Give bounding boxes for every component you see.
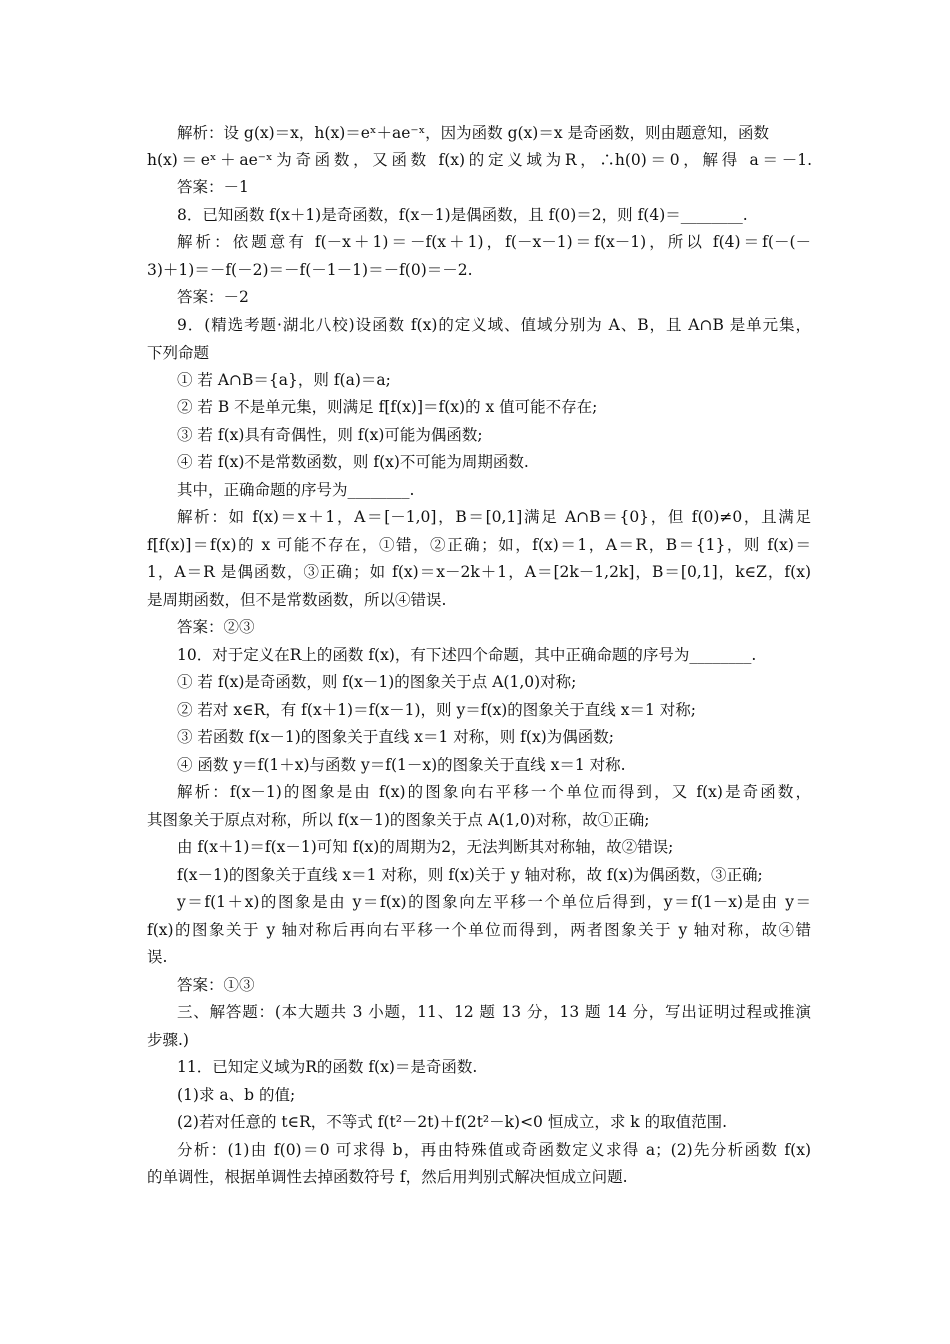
text-line: ② 若 B 不是单元集，则满足 f[f(x)]＝f(x)的 x 值可能不存在; xyxy=(177,398,598,416)
text-line: ③ 若函数 f(x－1)的图象关于直线 x＝1 对称，则 f(x)为偶函数; xyxy=(177,728,614,746)
text-line: ④ 若 f(x)不是常数函数，则 f(x)不可能为周期函数. xyxy=(177,453,529,471)
text-line: 9．(精选考题·湖北八校)设函数 f(x)的定义域、值域分别为 A、B，且 A∩B 是单元集， xyxy=(177,316,811,334)
text-line: 11．已知定义域为R的函数 f(x)＝是奇函数. xyxy=(177,1058,478,1076)
text-line: 下列命题 xyxy=(147,344,210,362)
text-line: ③ 若 f(x)具有奇偶性，则 f(x)可能为偶函数; xyxy=(177,426,483,444)
text-line: 解析：设 g(x)＝x，h(x)＝eˣ＋ae⁻ˣ，因为函数 g(x)＝x 是奇函数，则由题意知，函数 xyxy=(177,124,770,142)
text-line: y＝f(1＋x)的图象是由 y＝f(x)的图象向左平移一个单位后得到，y＝f(1－x)是由 y＝ xyxy=(177,893,811,911)
text-line: 三、解答题：(本大题共 3 小题，11、12 题 13 分，13 题 14 分，写出证明过程或推演 xyxy=(177,1003,811,1021)
text-line: (2)若对任意的 t∈R，不等式 f(t²－2t)＋f(2t²－k)<0 恒成立，求 k 的取值范围. xyxy=(177,1113,728,1131)
text-line: 由 f(x＋1)＝f(x－1)可知 f(x)的周期为2，无法判断其对称轴，故②错误; xyxy=(177,838,674,856)
text-line: f(x)的图象关于 y 轴对称后再向右平移一个单位而得到，两者图象关于 y 轴对称，故④错 xyxy=(147,921,811,939)
text-line: 8．已知函数 f(x＋1)是奇函数，f(x－1)是偶函数，且 f(0)＝2，则 f(4)＝________. xyxy=(177,206,748,224)
text-line: 10．对于定义在R上的函数 f(x)，有下述四个命题，其中正确命题的序号为________. xyxy=(177,646,757,664)
text-line: 步骤.) xyxy=(147,1031,189,1049)
text-line: 其图象关于原点对称，所以 f(x－1)的图象关于点 A(1,0)对称，故①正确; xyxy=(147,811,650,829)
text-line: (1)求 a、b 的值; xyxy=(177,1086,296,1104)
text-line: ① 若 f(x)是奇函数，则 f(x－1)的图象关于点 A(1,0)对称; xyxy=(177,673,577,691)
text-line: 答案：②③ xyxy=(177,618,255,636)
text-line: f(x－1)的图象关于直线 x＝1 对称，则 f(x)关于 y 轴对称，故 f(x)为偶函数，③正确; xyxy=(177,866,763,884)
text-line: f[f(x)]＝f(x)的 x 可能不存在，①错，②正确；如，f(x)＝1，A＝R，B＝{1}，则 f(x)＝ xyxy=(147,536,811,554)
text-line: 的单调性，根据单调性去掉函数符号 f，然后用判别式解决恒成立问题. xyxy=(147,1168,628,1186)
text-line: 3)＋1)＝－f(－2)＝－f(－1－1)＝－f(0)＝－2. xyxy=(147,261,473,279)
text-line: 解析：f(x－1)的图象是由 f(x)的图象向右平移一个单位而得到，又 f(x)是奇函数， xyxy=(177,783,811,801)
text-line: ① 若 A∩B＝{a}，则 f(a)＝a; xyxy=(177,371,391,389)
text-line: ② 若对 x∈R，有 f(x＋1)＝f(x－1)，则 y＝f(x)的图象关于直线 x＝1 对称; xyxy=(177,701,696,719)
text-line: 解析：依题意有 f(－x＋1)＝－f(x＋1)，f(－x－1)＝f(x－1)，所以 f(4)＝f(－(－ xyxy=(177,233,811,251)
text-line: 是周期函数，但不是常数函数，所以④错误. xyxy=(147,591,447,609)
text-line: 答案：－2 xyxy=(177,288,249,306)
text-line: 解析：如 f(x)＝x＋1，A＝[－1,0]，B＝[0,1]满足 A∩B＝{0}，但 f(0)≠0，且满足 xyxy=(177,508,811,526)
text-line: 答案：①③ xyxy=(177,976,255,994)
text-line: 1，A＝R 是偶函数，③正确；如 f(x)＝x－2k＋1，A＝[2k－1,2k]，B＝[0,1]，k∈Z，f(x) xyxy=(147,563,811,581)
text-line: 误. xyxy=(147,948,168,966)
text-line: 其中，正确命题的序号为________. xyxy=(177,481,415,499)
text-line: h(x)＝eˣ＋ae⁻ˣ为奇函数，又函数 f(x)的定义域为R，∴h(0)＝0，解得 a＝－1. xyxy=(147,151,812,169)
text-line: 答案：－1 xyxy=(177,178,249,196)
text-line: ④ 函数 y＝f(1＋x)与函数 y＝f(1－x)的图象关于直线 x＝1 对称. xyxy=(177,756,626,774)
text-line: 分析：(1)由 f(0)＝0 可求得 b，再由特殊值或奇函数定义求得 a；(2)先分析函数 f(x) xyxy=(177,1141,811,1159)
